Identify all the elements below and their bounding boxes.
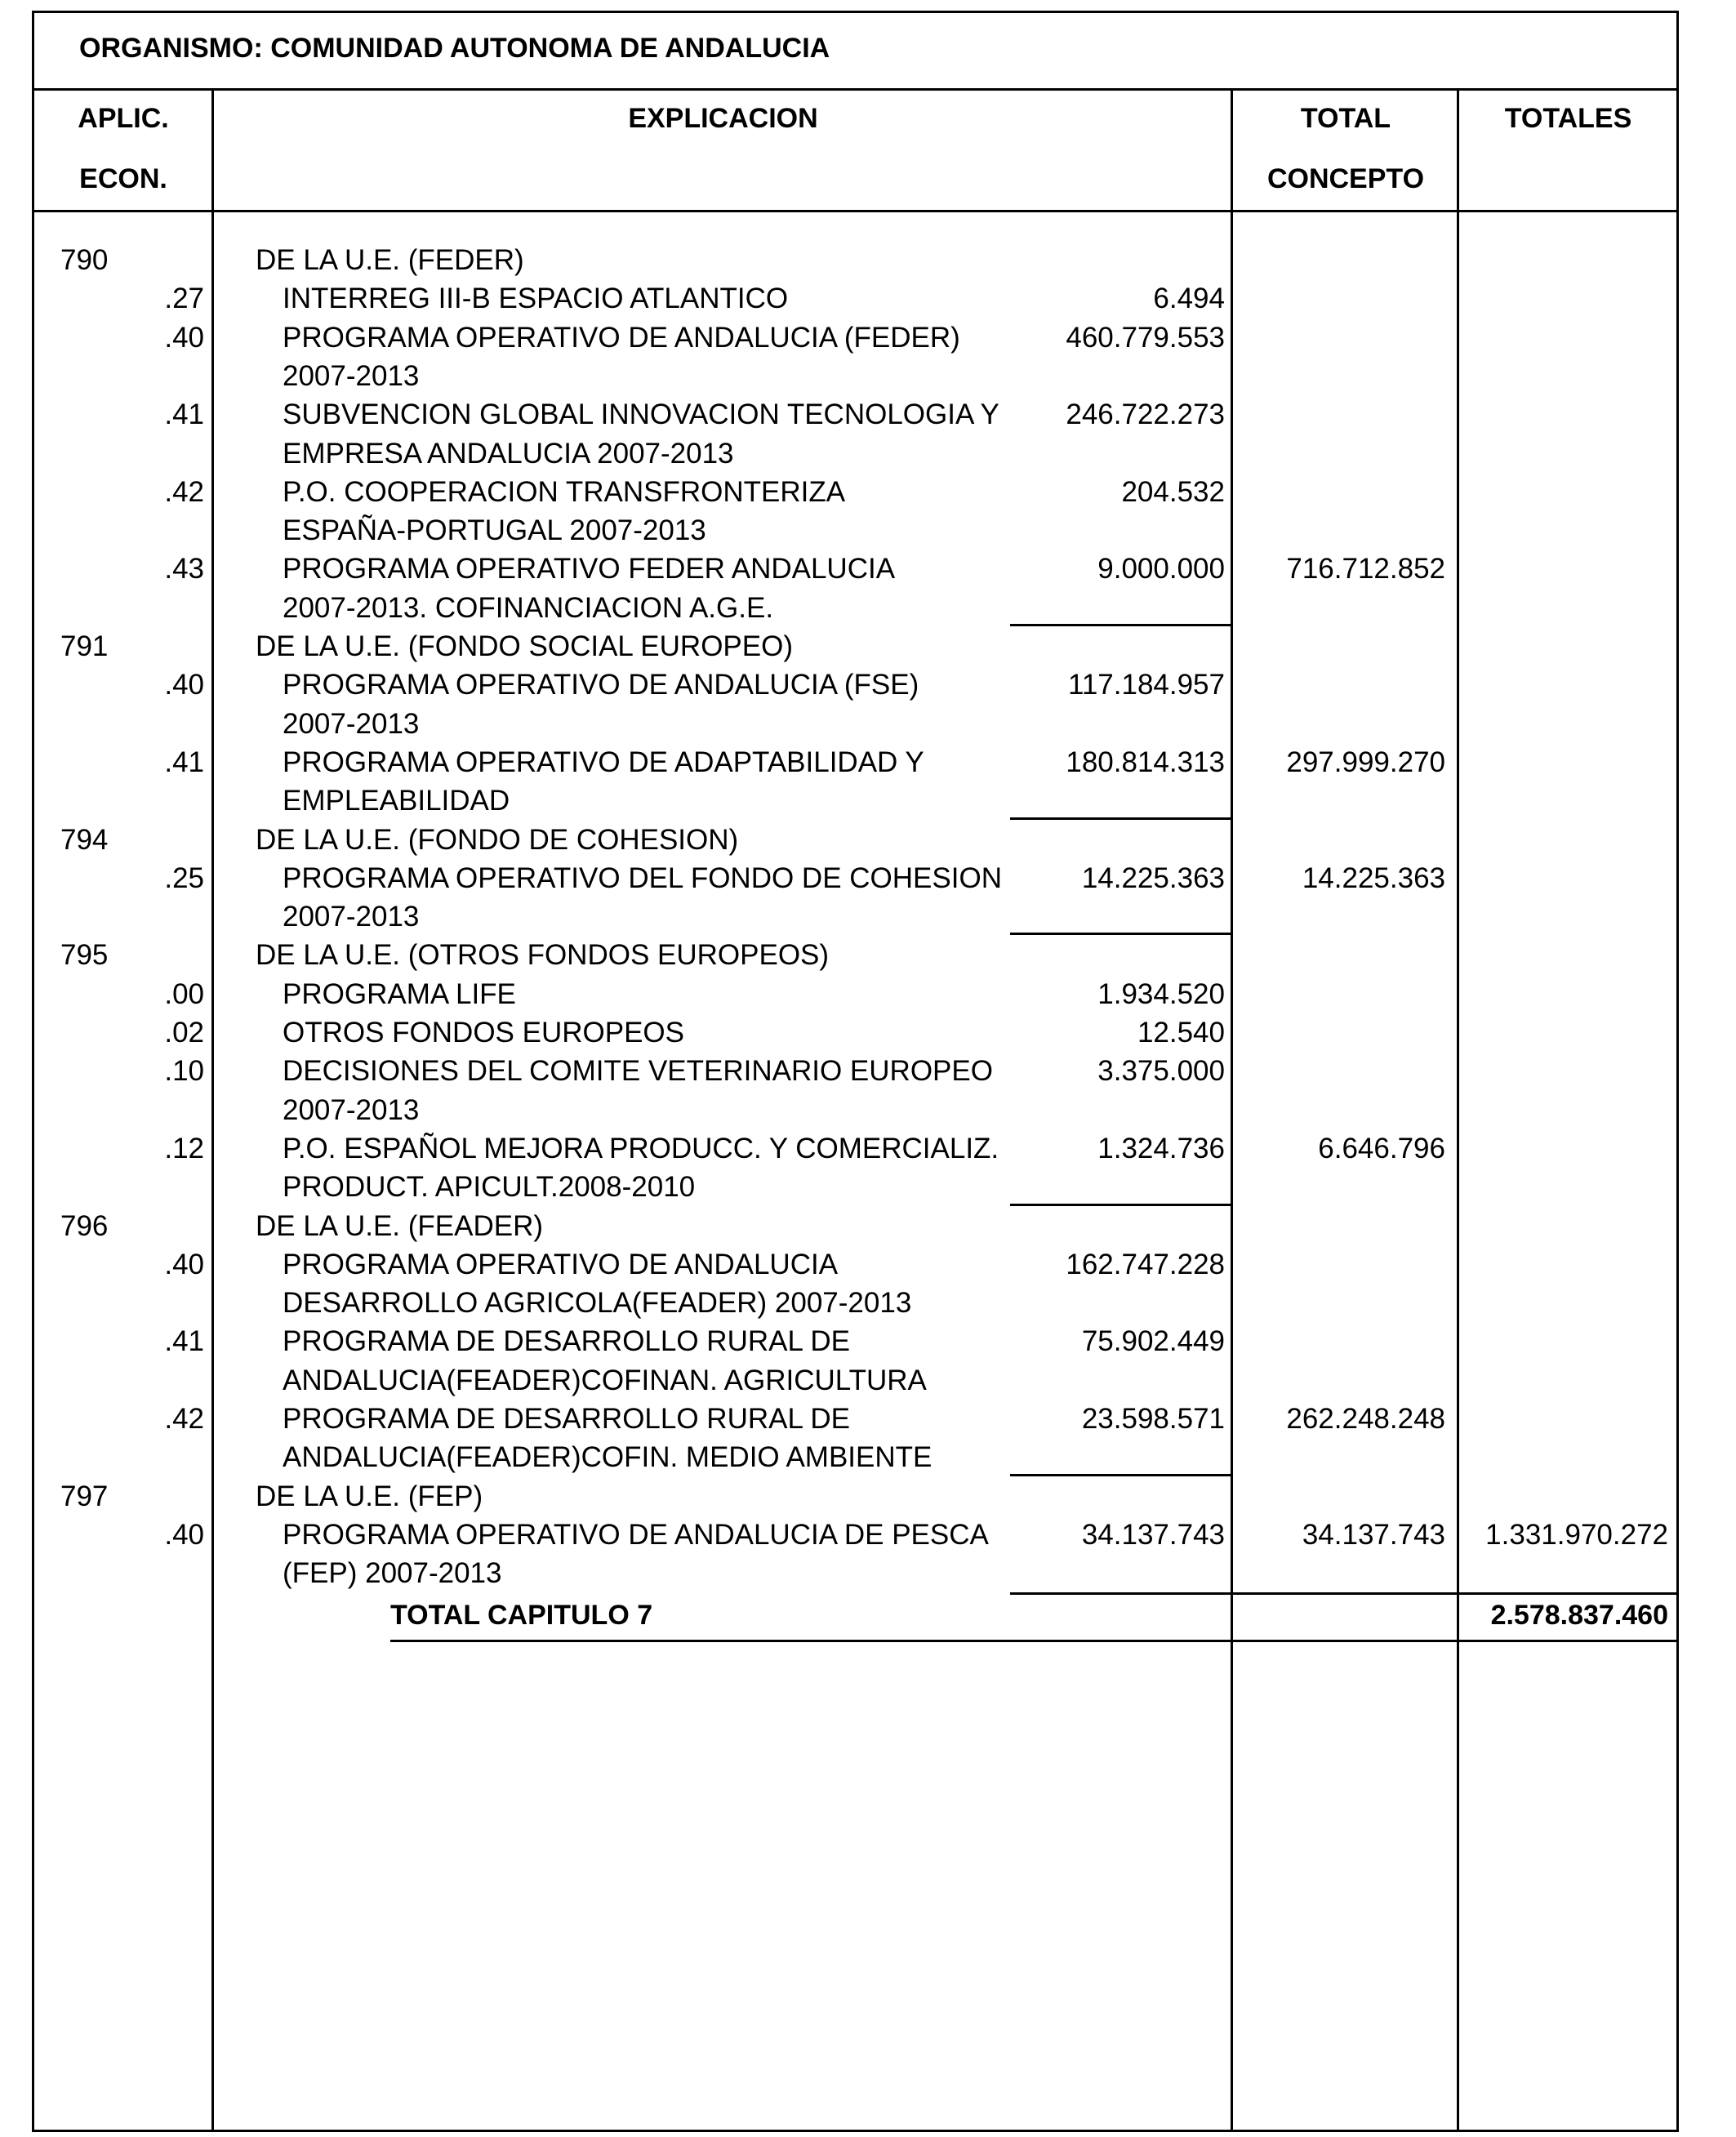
concept-total: 262.248.248: [1286, 1403, 1445, 1435]
item-amount: 246.722.273: [1066, 398, 1225, 431]
item-subcode: .40: [164, 1248, 204, 1280]
item-description: ANDALUCIA(FEADER)COFIN. MEDIO AMBIENTE: [283, 1441, 933, 1474]
item-description: DESARROLLO AGRICOLA(FEADER) 2007-2013: [283, 1287, 912, 1320]
item-description: 2007-2013: [283, 359, 420, 392]
total-capitulo-underline: [390, 1640, 1679, 1642]
subtotal-rule: [1010, 933, 1231, 935]
item-subcode: .10: [164, 1055, 204, 1088]
item-description: PROGRAMA OPERATIVO DE ANDALUCIA DE PESCA: [283, 1518, 989, 1551]
concept-title: DE LA U.E. (FONDO SOCIAL EUROPEO): [256, 630, 793, 662]
subtotal-rule: [1010, 817, 1231, 820]
total-capitulo-value: 2.578.837.460: [1490, 1600, 1668, 1631]
header-aplic: APLIC.: [78, 103, 169, 134]
item-subcode: .02: [164, 1017, 204, 1048]
concept-code: 794: [60, 823, 109, 856]
item-amount: 6.494: [1153, 283, 1225, 315]
concept-code: 796: [60, 1209, 109, 1242]
item-description: P.O. ESPAÑOL MEJORA PRODUCC. Y COMERCIALIZ.: [283, 1132, 999, 1164]
item-subcode: .40: [164, 669, 204, 701]
item-description: OTROS FONDOS EUROPEOS: [283, 1017, 684, 1048]
column-line-aplic: [211, 88, 214, 2132]
item-amount: 9.000.000: [1097, 553, 1225, 585]
concept-title: DE LA U.E. (FEADER): [256, 1209, 544, 1242]
item-description: ANDALUCIA(FEADER)COFINAN. AGRICULTURA: [283, 1364, 927, 1396]
concept-total: 716.712.852: [1286, 553, 1445, 585]
article-total: 1.331.970.272: [1485, 1518, 1668, 1551]
item-subcode: .43: [164, 553, 204, 585]
item-subcode: .25: [164, 861, 204, 894]
item-description: PROGRAMA OPERATIVO DEL FONDO DE COHESION: [283, 861, 1002, 894]
item-description: PROGRAMA OPERATIVO FEDER ANDALUCIA: [283, 553, 896, 585]
item-amount: 180.814.313: [1066, 746, 1225, 778]
item-amount: 75.902.449: [1081, 1325, 1225, 1358]
item-description: PROGRAMA OPERATIVO DE ANDALUCIA: [283, 1248, 839, 1280]
concept-title: DE LA U.E. (FEDER): [256, 244, 524, 276]
concept-code: 790: [60, 244, 109, 276]
concept-title: DE LA U.E. (FEP): [256, 1480, 483, 1512]
item-description: 2007-2013: [283, 1093, 420, 1126]
item-amount: 460.779.553: [1066, 321, 1225, 354]
header-econ: ECON.: [79, 163, 167, 194]
concept-total: 297.999.270: [1286, 746, 1445, 778]
item-description: EMPRESA ANDALUCIA 2007-2013: [283, 437, 734, 470]
item-amount: 1.324.736: [1097, 1132, 1225, 1164]
item-subcode: .42: [164, 475, 204, 508]
subtotal-rule: [1010, 1204, 1231, 1206]
item-description: EMPLEABILIDAD: [283, 785, 510, 817]
item-subcode: .41: [164, 746, 204, 778]
item-amount: 3.375.000: [1097, 1055, 1225, 1088]
item-description: PROGRAMA DE DESARROLLO RURAL DE: [283, 1403, 850, 1435]
organismo-title: ORGANISMO: COMUNIDAD AUTONOMA DE ANDALUCIA: [79, 33, 830, 64]
item-amount: 23.598.571: [1081, 1403, 1225, 1435]
item-description: DECISIONES DEL COMITE VETERINARIO EUROPEO: [283, 1055, 993, 1088]
concept-total: 14.225.363: [1302, 861, 1445, 894]
header-divider: [32, 88, 1679, 91]
item-description: P.O. COOPERACION TRANSFRONTERIZA: [283, 475, 846, 508]
item-description: PROGRAMA OPERATIVO DE ADAPTABILIDAD Y: [283, 746, 924, 778]
item-amount: 14.225.363: [1081, 861, 1225, 894]
item-description: ESPAÑA-PORTUGAL 2007-2013: [283, 514, 706, 547]
item-amount: 162.747.228: [1066, 1248, 1225, 1280]
item-description: 2007-2013. COFINANCIACION A.G.E.: [283, 591, 774, 624]
concept-code: 791: [60, 630, 109, 662]
concept-total: 6.646.796: [1318, 1132, 1445, 1164]
subtotal-rule: [1010, 1474, 1231, 1476]
item-subcode: .41: [164, 398, 204, 431]
item-description: 2007-2013: [283, 707, 420, 740]
item-description: PRODUCT. APICULT.2008-2010: [283, 1171, 696, 1204]
item-description: PROGRAMA LIFE: [283, 977, 516, 1010]
column-line-explicacion: [1231, 88, 1233, 2132]
concept-total: 34.137.743: [1302, 1518, 1445, 1551]
item-description: PROGRAMA DE DESARROLLO RURAL DE: [283, 1325, 850, 1358]
item-subcode: .40: [164, 1518, 204, 1551]
item-description: SUBVENCION GLOBAL INNOVACION TECNOLOGIA Y: [283, 398, 999, 431]
item-description: PROGRAMA OPERATIVO DE ANDALUCIA (FEDER): [283, 321, 960, 354]
item-description: PROGRAMA OPERATIVO DE ANDALUCIA (FSE): [283, 669, 919, 701]
item-description: INTERREG III-B ESPACIO ATLANTICO: [283, 283, 789, 315]
concept-title: DE LA U.E. (FONDO DE COHESION): [256, 823, 739, 856]
column-line-concepto: [1457, 88, 1459, 2132]
item-subcode: .42: [164, 1403, 204, 1435]
concept-code: 795: [60, 939, 109, 972]
item-amount: 34.137.743: [1081, 1518, 1225, 1551]
header-concepto: CONCEPTO: [1266, 163, 1425, 194]
subtotal-rule: [1010, 624, 1231, 626]
header-explicacion: EXPLICACION: [628, 103, 818, 134]
header-bottom-divider: [32, 210, 1679, 212]
concept-code: 797: [60, 1480, 109, 1512]
item-subcode: .12: [164, 1132, 204, 1164]
item-description: (FEP) 2007-2013: [283, 1557, 502, 1590]
header-totales: TOTALES: [1504, 103, 1632, 134]
item-subcode: .00: [164, 977, 204, 1010]
item-amount: 204.532: [1121, 475, 1225, 508]
item-subcode: .27: [164, 283, 204, 315]
item-subcode: .40: [164, 321, 204, 354]
item-subcode: .41: [164, 1325, 204, 1358]
total-capitulo-label: TOTAL CAPITULO 7: [390, 1600, 653, 1631]
item-amount: 1.934.520: [1097, 977, 1225, 1010]
total-capitulo-overline: [1010, 1592, 1679, 1595]
item-amount: 117.184.957: [1067, 669, 1225, 701]
item-description: 2007-2013: [283, 901, 420, 933]
item-amount: 12.540: [1137, 1017, 1225, 1048]
concept-title: DE LA U.E. (OTROS FONDOS EUROPEOS): [256, 939, 830, 972]
header-total: TOTAL: [1300, 103, 1391, 134]
